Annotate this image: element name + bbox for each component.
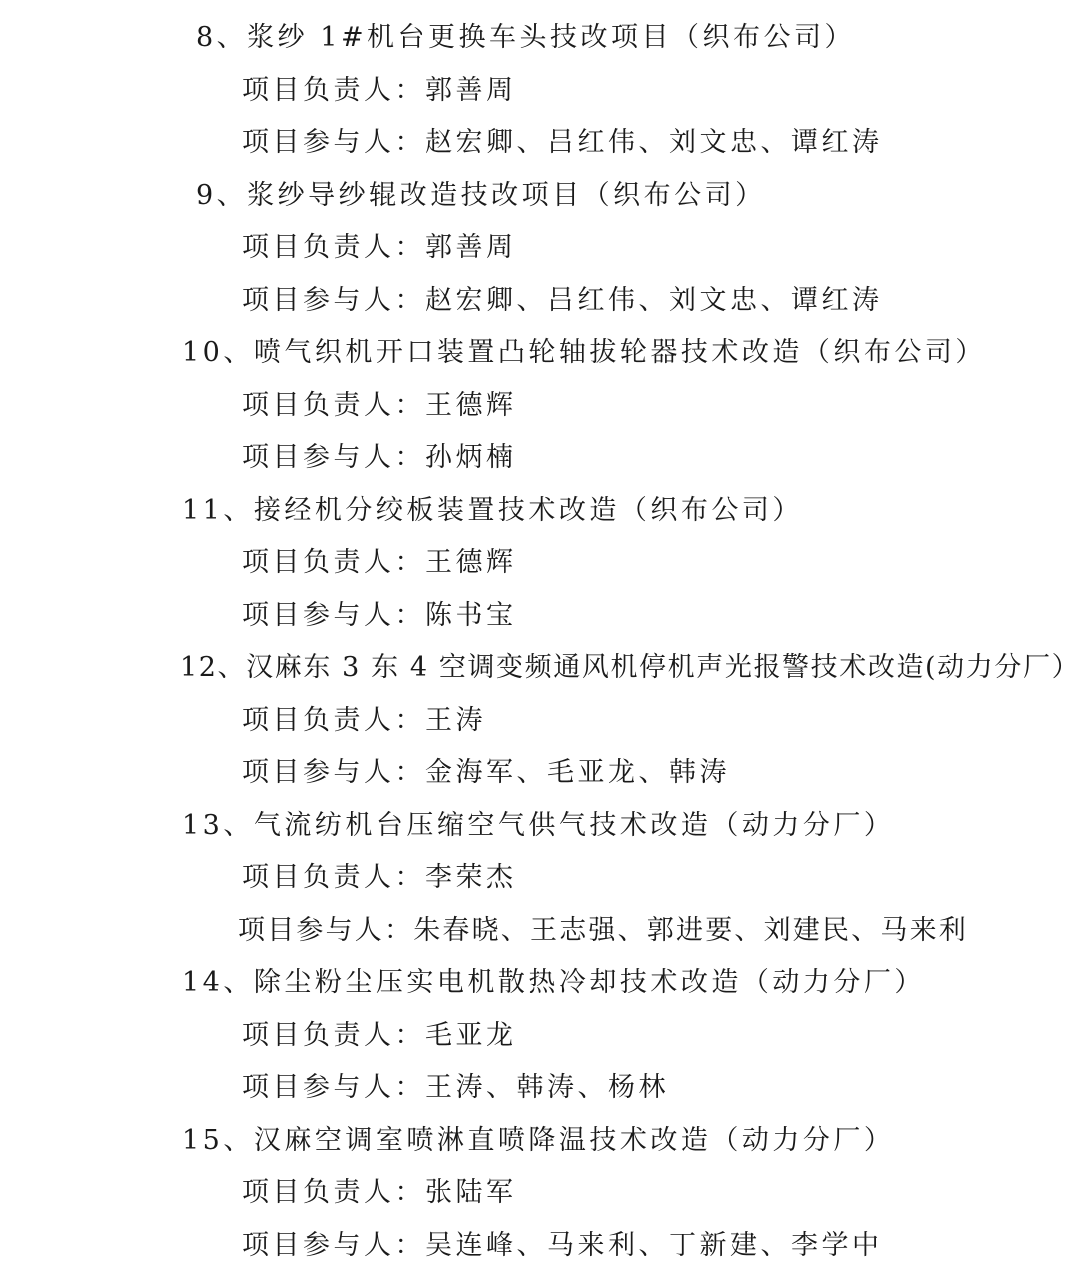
project-participants: 项目参与人：王涛、韩涛、杨林 [242, 1072, 669, 1103]
document-body [0, 12, 1080, 1272]
project-title: 10、喷气织机开口装置凸轮轴拔轮器技术改造（织布公司） [182, 337, 986, 368]
project-title: 14、除尘粉尘压实电机散热冷却技术改造（动力分厂） [182, 967, 925, 998]
project-leader: 项目负责人：王德辉 [242, 547, 517, 578]
project-title: 15、汉麻空调室喷淋直喷降温技术改造（动力分厂） [182, 1124, 895, 1156]
project-leader: 项目负责人：张陆军 [242, 1177, 517, 1208]
project-item [0, 170, 1080, 328]
project-leader: 项目负责人：郭善周 [242, 232, 517, 263]
project-item [0, 12, 1080, 170]
project-leader: 项目负责人：郭善周 [242, 74, 517, 106]
project-participants: 项目参与人：吴连峰、马来利、丁新建、李学中 [242, 1229, 883, 1261]
project-participants: 项目参与人：陈书宝 [242, 599, 517, 631]
project-title: 11、接经机分绞板装置技术改造（织布公司） [182, 494, 803, 526]
project-participants: 项目参与人：朱春晓、王志强、郭进要、刘建民、马来利 [238, 914, 968, 946]
project-item [0, 1115, 1080, 1273]
project-leader: 项目负责人：毛亚龙 [242, 1019, 517, 1051]
project-item [0, 327, 1080, 485]
project-item [0, 485, 1080, 643]
project-item [0, 957, 1080, 1115]
project-participants: 项目参与人：孙炳楠 [242, 442, 517, 473]
project-participants: 项目参与人：赵宏卿、吕红伟、刘文忠、谭红涛 [242, 284, 883, 316]
project-title: 12、汉麻东 3 东 4 空调变频通风机停机声光报警技术改造(动力分厂） [180, 652, 1080, 683]
project-participants: 项目参与人：赵宏卿、吕红伟、刘文忠、谭红涛 [242, 127, 883, 158]
project-leader: 项目负责人：李荣杰 [242, 862, 517, 893]
project-leader: 项目负责人：王涛 [242, 704, 486, 736]
project-participants: 项目参与人：金海军、毛亚龙、韩涛 [242, 757, 730, 788]
project-leader: 项目负责人：王德辉 [242, 389, 517, 421]
project-item [0, 800, 1080, 958]
project-title: 9、浆纱导纱辊改造技改项目（织布公司） [196, 179, 766, 211]
project-title: 8、浆纱 1#机台更换车头技改项目（织布公司） [196, 22, 856, 53]
project-title: 13、气流纺机台压缩空气供气技术改造（动力分厂） [182, 809, 895, 841]
project-item [0, 642, 1080, 800]
